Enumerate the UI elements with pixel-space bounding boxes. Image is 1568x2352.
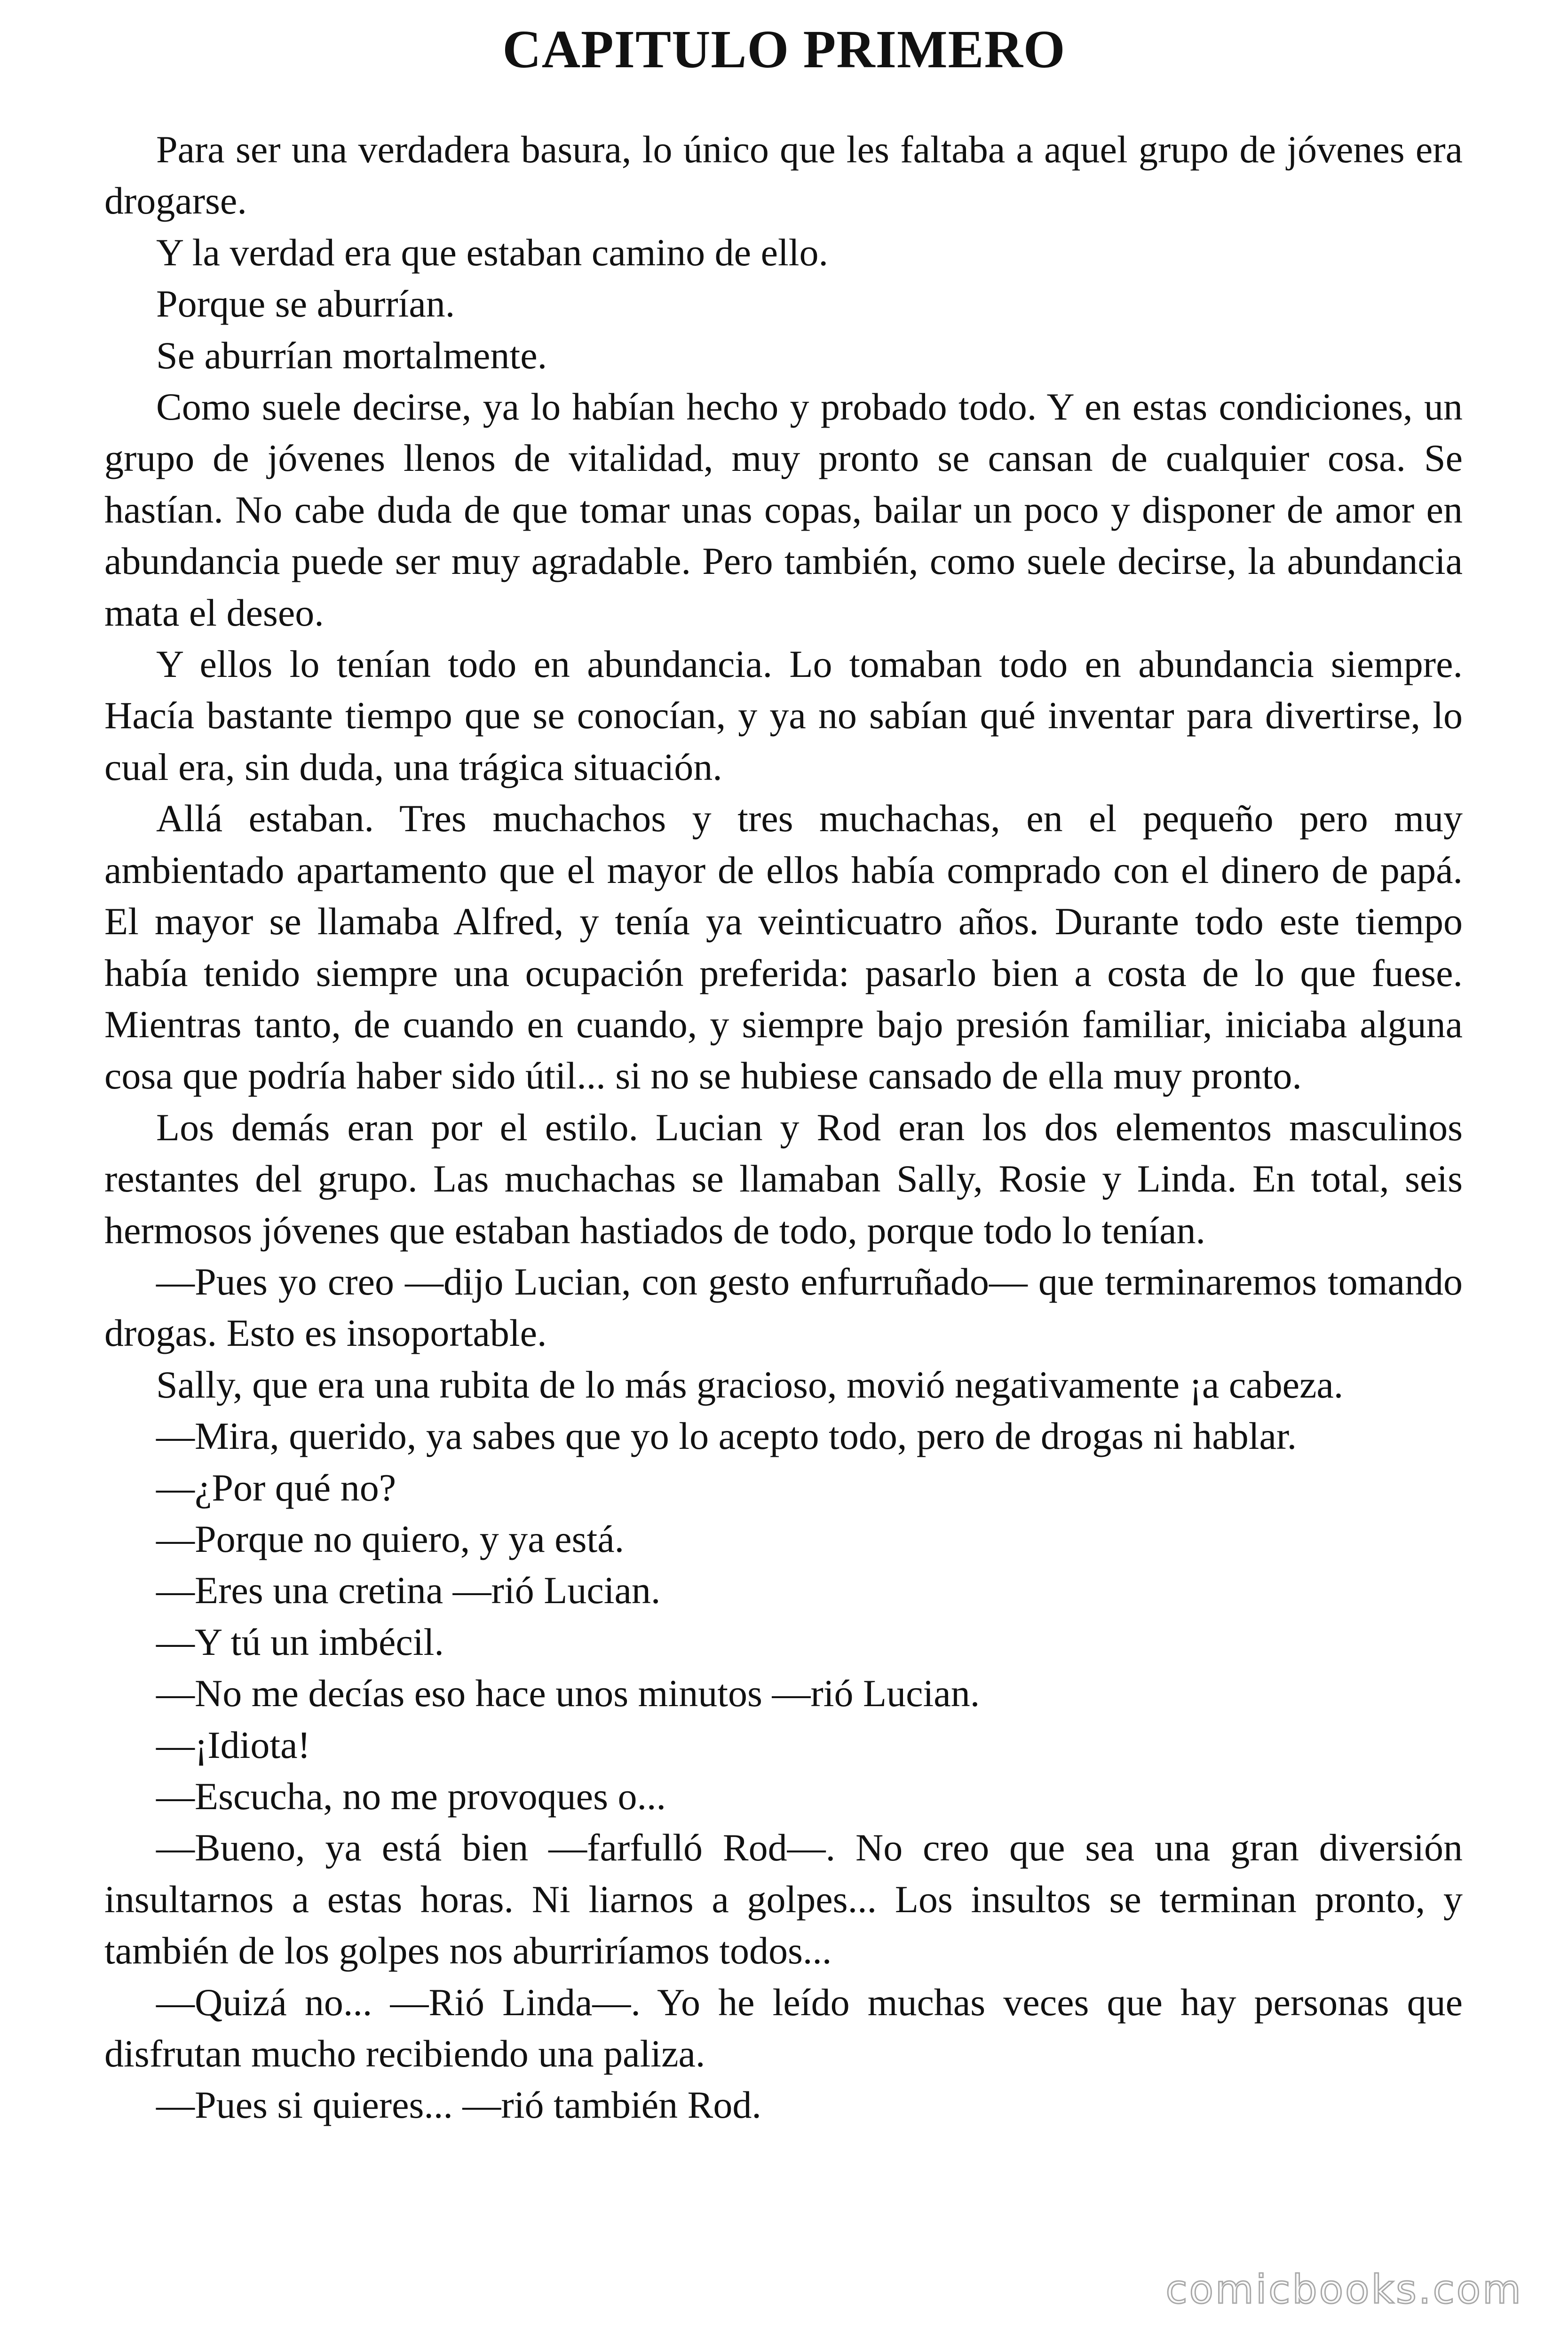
paragraph: Como suele decirse, ya lo habían hecho y probado todo. Y en estas condiciones, un grupo de jóvenes llenos de vitalidad, muy pronto se cansan de cualquier cosa. Se hastían. No cabe duda de que tomar unas copas, bailar un poco y disponer de amor en abundancia puede ser muy agradable. Pero también, como suele decirse, la abundancia mata el deseo. bbox=[104, 385, 1463, 634]
dialogue-line: —Pues si quieres... —rió también Rod. bbox=[156, 2083, 761, 2127]
paragraph: Los demás eran por el estilo. Lucian y Rod eran los dos elementos masculinos restantes del grupo. Las muchachas se llamaban Sally, Rosie y Linda. En total, seis hermosos jóvenes que estaban hastiados de todo, porque todo lo tenían. bbox=[104, 1105, 1463, 1252]
dialogue-line: —Quizá no... —Rió Linda—. Yo he leído muchas veces que hay personas que disfrutan mucho recibiendo una paliza. bbox=[104, 1980, 1463, 2075]
chapter-title: CAPITULO PRIMERO bbox=[502, 19, 1066, 79]
dialogue-line: —¿Por qué no? bbox=[156, 1466, 396, 1509]
dialogue-line: —Pues yo creo —dijo Lucian, con gesto enfurruñado— que terminaremos tomando drogas. Esto es insoportable. bbox=[104, 1260, 1463, 1355]
paragraph: Allá estaban. Tres muchachos y tres muchachas, en el pequeño pero muy ambientado apartamento que el mayor de ellos había comprado con el dinero de papá. El mayor se llamaba Alfred, y tenía ya veinticuatro años. Durante todo este tiempo había tenido siempre una ocupación preferida: pasarlo bien a costa de lo que fuese. Mientras tanto, de cuando en cuando, y siempre bajo presión familiar, iniciaba alguna cosa que podría haber sido útil... si no se hubiese cansado de ella muy pronto. bbox=[104, 797, 1463, 1097]
dialogue-line: —Mira, querido, ya sabes que yo lo acepto todo, pero de drogas ni hablar. bbox=[156, 1414, 1297, 1458]
paragraph: Porque se aburrían. bbox=[156, 282, 455, 326]
paragraph: Se aburrían mortalmente. bbox=[156, 334, 547, 377]
watermark: comicbooks.com bbox=[1165, 2266, 1523, 2312]
paragraph: Y ellos lo tenían todo en abundancia. Lo tomaban todo en abundancia siempre. Hacía bastante tiempo que se conocían, y ya no sabían qué inventar para divertirse, lo cual era, sin duda, una trágica situación. bbox=[104, 643, 1463, 788]
dialogue-line: —No me decías eso hace unos minutos —rió Lucian. bbox=[156, 1672, 980, 1715]
paragraph: Y la verdad era que estaban camino de ello. bbox=[156, 230, 829, 274]
dialogue-line: —Porque no quiero, y ya está. bbox=[156, 1517, 625, 1560]
dialogue-line: —¡Idiota! bbox=[156, 1723, 310, 1766]
paragraph: Para ser una verdadera basura, lo único que les faltaba a aquel grupo de jóvenes era drogarse. bbox=[104, 128, 1463, 222]
paragraph: Sally, que era una rubita de lo más gracioso, movió negativamente ¡a cabeza. bbox=[156, 1363, 1344, 1406]
dialogue-line: —Y tú un imbécil. bbox=[156, 1620, 444, 1663]
dialogue-line: —Eres una cretina —rió Lucian. bbox=[156, 1569, 661, 1612]
dialogue-line: —Escucha, no me provoques o... bbox=[156, 1775, 666, 1818]
body-text bbox=[104, 124, 1463, 2131]
dialogue-line: —Bueno, ya está bien —farfulló Rod—. No creo que sea una gran diversión insultarnos a estas horas. Ni liarnos a golpes... Los insultos se terminan pronto, y también de los golpes nos aburriríamos todos... bbox=[104, 1826, 1463, 1972]
